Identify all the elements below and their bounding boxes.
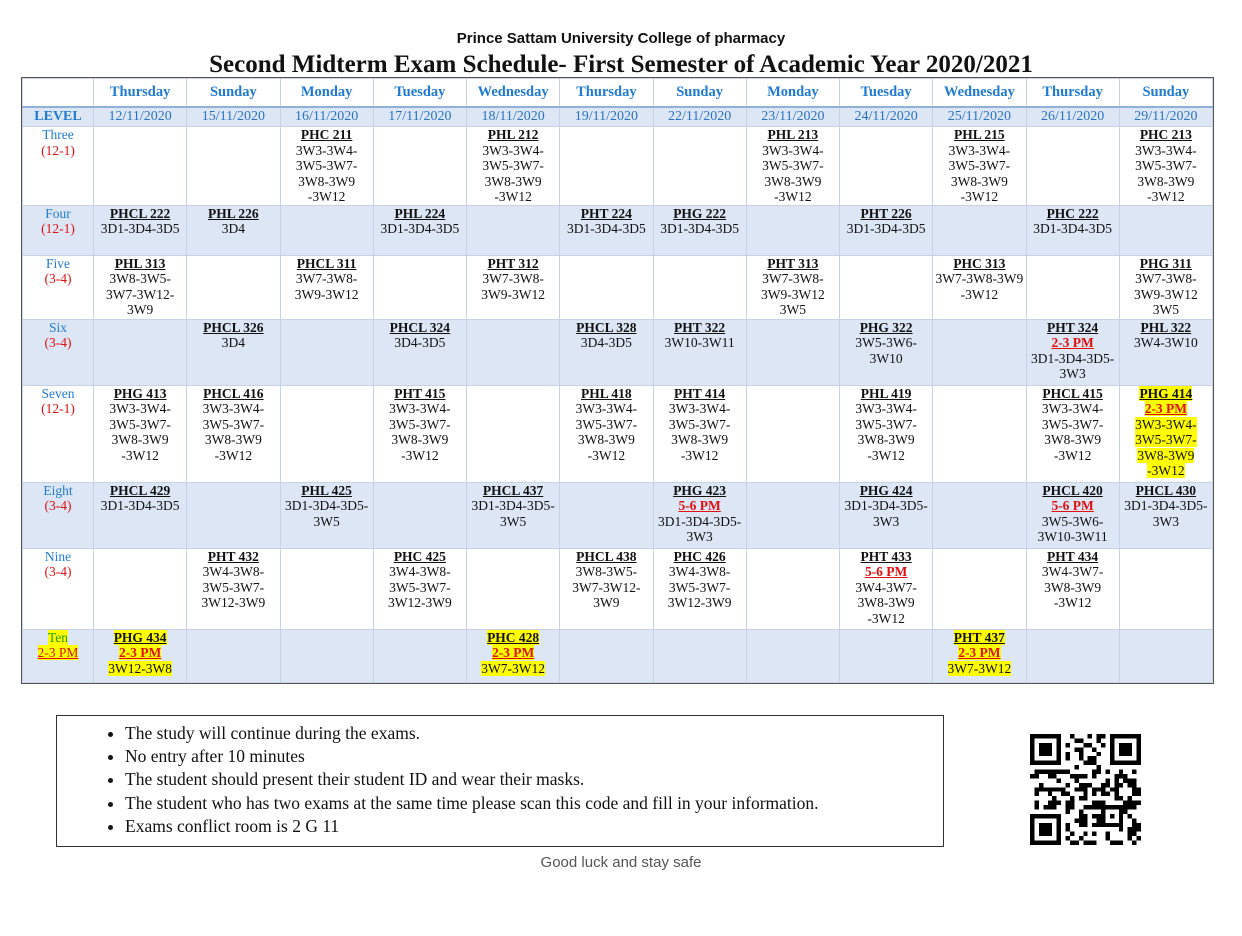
exam-time: 5-6 PM	[678, 498, 721, 513]
student-groups: 3W3-3W4-3W5-3W7-3W8-3W9 -3W12	[668, 401, 731, 463]
exam-cell	[1026, 482, 1119, 548]
student-groups: 3W3-3W4-3W5-3W7-3W8-3W9 -3W12	[855, 401, 917, 463]
level-time: (12-1)	[41, 401, 75, 416]
exam-cell	[1119, 127, 1212, 206]
course-code: PHC 213	[1139, 127, 1192, 142]
exam-time: 5-6 PM	[864, 564, 908, 579]
course-code: PHCL 420	[1042, 482, 1103, 498]
student-groups: 3D4-3D5	[580, 335, 632, 350]
note-item: • No entry after 10 minutes	[125, 745, 943, 768]
student-groups: 3D1-3D4-3D5	[380, 221, 460, 236]
empty-cell	[933, 482, 1026, 548]
student-groups: 3W7-3W12	[481, 660, 545, 676]
exam-cell	[373, 385, 466, 482]
student-groups: 3D1-3D4-3D5-3W5	[285, 498, 369, 529]
course-code: PHL 212	[487, 127, 539, 142]
exam-cell	[94, 629, 187, 682]
level-name: Seven	[41, 385, 75, 401]
empty-cell	[653, 255, 746, 319]
course-code: PHG 423	[673, 482, 727, 498]
student-groups: 3D1-3D4-3D5	[100, 498, 180, 513]
date-header: 29/11/2020	[1119, 107, 1212, 127]
empty-cell	[933, 548, 1026, 629]
level-time: (3-4)	[44, 271, 72, 286]
level-row	[23, 205, 1213, 255]
student-groups: 3W4-3W8-3W5-3W7-3W12-3W9	[667, 564, 732, 610]
level-time: 2-3 PM	[37, 645, 79, 660]
course-code: PHL 425	[301, 482, 352, 498]
page-title: Second Midterm Exam Schedule- First Semester of Academic Year 2020/2021	[209, 51, 1033, 78]
exam-cell	[187, 319, 280, 385]
course-code: PHC 426	[673, 548, 726, 564]
day-header: Thursday	[560, 79, 653, 108]
date-header: 22/11/2020	[653, 107, 746, 127]
empty-cell	[1119, 205, 1212, 255]
exam-cell	[560, 319, 653, 385]
student-groups: 3D1-3D4-3D5-3W3	[658, 513, 742, 544]
day-header: Wednesday	[467, 79, 560, 108]
exam-cell	[653, 548, 746, 629]
level-time: (3-4)	[44, 498, 72, 513]
student-groups: 3W3-3W4-3W5-3W7-3W8-3W9 -3W12	[1041, 401, 1104, 463]
level-cell	[23, 629, 94, 682]
exam-cell	[840, 319, 933, 385]
student-groups: 3D4	[221, 335, 245, 350]
course-code: PHL 322	[1140, 319, 1192, 335]
level-row	[23, 127, 1213, 206]
level-name: Nine	[44, 548, 72, 564]
level-name: Five	[45, 255, 70, 271]
student-groups: 3W4-3W8-3W5-3W7-3W12-3W9	[201, 564, 266, 610]
note-item: • Exams conflict room is 2 G 11	[125, 815, 943, 838]
course-code: PHCL 415	[1042, 385, 1103, 401]
course-code: PHC 211	[300, 127, 353, 142]
empty-cell	[933, 319, 1026, 385]
exam-cell	[373, 205, 466, 255]
student-groups: 3W7-3W8-3W9 -3W12	[935, 271, 1024, 302]
student-groups: 3W3-3W4-3W5-3W7-3W8-3W9 -3W12	[762, 142, 824, 204]
student-groups: 3W3-3W4-3W5-3W7-3W8-3W9 -3W12	[948, 142, 1011, 204]
course-code: PHG 222	[673, 205, 727, 221]
level-cell	[23, 319, 94, 385]
empty-cell	[280, 205, 373, 255]
notes-list	[57, 722, 943, 838]
exam-cell	[840, 205, 933, 255]
student-groups: 3W12-3W8	[108, 660, 172, 676]
empty-cell	[187, 127, 280, 206]
empty-cell	[933, 205, 1026, 255]
exam-cell	[1119, 255, 1212, 319]
course-code: PHL 313	[114, 255, 166, 271]
note-item: • The student should present their student ID and wear their masks.	[125, 768, 943, 791]
empty-cell	[94, 127, 187, 206]
course-code: PHG 434	[113, 629, 167, 645]
level-time: (3-4)	[44, 335, 72, 350]
student-groups: 3D1-3D4-3D5-3W3	[1031, 350, 1115, 381]
course-code: PHG 311	[1139, 255, 1192, 271]
empty-cell	[560, 255, 653, 319]
empty-cell	[280, 548, 373, 629]
course-code: PHCL 429	[109, 482, 171, 498]
exam-cell	[653, 482, 746, 548]
day-header: Thursday	[94, 79, 187, 108]
course-code: PHL 419	[860, 385, 912, 401]
course-code: PHG 424	[859, 482, 913, 498]
student-groups: 3W7-3W12	[947, 660, 1012, 676]
student-groups: 3W8-3W5-3W7-3W12-3W9	[572, 564, 641, 610]
course-code: PHG 413	[113, 385, 167, 401]
course-code: PHCL 416	[203, 385, 264, 401]
empty-cell	[280, 319, 373, 385]
day-header-row	[23, 79, 1213, 108]
course-code: PHL 418	[581, 385, 632, 401]
student-groups: 3D4-3D5	[394, 335, 446, 350]
exam-time: 2-3 PM	[491, 645, 535, 660]
student-groups: 3W8-3W5-3W7-3W12-3W9	[106, 271, 175, 317]
course-code: PHC 313	[953, 255, 1006, 271]
exam-cell	[280, 482, 373, 548]
level-row	[23, 629, 1213, 682]
exam-cell	[94, 482, 187, 548]
empty-cell	[94, 548, 187, 629]
exam-cell	[840, 548, 933, 629]
level-name: Eight	[43, 482, 73, 498]
course-code: PHCL 438	[576, 548, 637, 564]
course-code: PHC 428	[487, 629, 540, 645]
day-header: Tuesday	[373, 79, 466, 108]
exam-cell	[560, 385, 653, 482]
course-code: PHL 213	[767, 127, 819, 142]
exam-cell	[1119, 319, 1212, 385]
student-groups: 3W3-3W4-3W5-3W7-3W8-3W9 -3W12	[575, 401, 638, 463]
student-groups: 3D1-3D4-3D5-3W5	[471, 498, 555, 529]
course-code: PHT 226	[860, 205, 912, 221]
empty-cell	[560, 127, 653, 206]
student-groups: 3D1-3D4-3D5	[846, 221, 926, 236]
level-time: (12-1)	[41, 221, 75, 236]
course-code: PHCL 430	[1135, 482, 1197, 498]
student-groups: 3W3-3W4-3W5-3W7-3W8-3W9 -3W12	[1135, 416, 1197, 478]
student-groups: 3D1-3D4-3D5-3W3	[844, 498, 928, 529]
note-item: • The study will continue during the exams.	[125, 722, 943, 745]
exam-cell	[560, 205, 653, 255]
level-row	[23, 255, 1213, 319]
empty-cell	[187, 629, 280, 682]
day-header: Wednesday	[933, 79, 1026, 108]
exam-cell	[94, 255, 187, 319]
student-groups: 3D1-3D4-3D5	[567, 221, 646, 236]
course-code: PHT 312	[487, 255, 539, 271]
course-code: PHT 324	[1047, 319, 1099, 335]
date-header: 17/11/2020	[373, 107, 466, 127]
student-groups: 3W7-3W8-3W9-3W12	[294, 271, 359, 302]
empty-cell	[1119, 548, 1212, 629]
empty-cell	[373, 127, 466, 206]
course-code: PHT 313	[767, 255, 819, 271]
exam-cell	[373, 548, 466, 629]
empty-cell	[746, 319, 839, 385]
course-code: PHCL 437	[482, 482, 544, 498]
course-code: PHL 226	[208, 205, 259, 221]
corner-cell	[23, 79, 94, 108]
course-code: PHCL 311	[296, 255, 357, 271]
exam-time: 5-6 PM	[1051, 498, 1094, 513]
footer-text: Good luck and stay safe	[540, 854, 702, 871]
course-code: PHC 222	[1046, 205, 1099, 221]
course-code: PHCL 326	[203, 319, 264, 335]
course-code: PHT 433	[860, 548, 912, 564]
empty-cell	[467, 385, 560, 482]
qr-code-icon[interactable]	[1030, 734, 1141, 845]
student-groups: 3D1-3D4-3D5	[1033, 221, 1112, 236]
exam-cell	[933, 127, 1026, 206]
empty-cell	[280, 629, 373, 682]
exam-cell	[653, 205, 746, 255]
student-groups: 3W3-3W4-3W5-3W7-3W8-3W9 -3W12	[389, 401, 451, 463]
level-cell	[23, 385, 94, 482]
course-code: PHL 215	[954, 127, 1005, 142]
level-name: Six	[48, 319, 67, 335]
student-groups: 3W3-3W4-3W5-3W7-3W8-3W9 -3W12	[109, 401, 171, 463]
empty-cell	[653, 127, 746, 206]
exam-cell	[280, 255, 373, 319]
student-groups: 3W4-3W10	[1134, 335, 1198, 350]
exam-cell	[840, 482, 933, 548]
course-code: PHG 414	[1139, 385, 1193, 401]
course-code: PHT 415	[394, 385, 446, 401]
empty-cell	[1026, 629, 1119, 682]
day-header: Monday	[746, 79, 839, 108]
institution-name: Prince Sattam University College of pharmacy	[456, 30, 786, 47]
course-code: PHT 434	[1047, 548, 1099, 564]
student-groups: 3W5-3W6-3W10-3W11	[1037, 513, 1108, 544]
exam-cell	[653, 385, 746, 482]
empty-cell	[746, 385, 839, 482]
empty-cell	[1119, 629, 1212, 682]
empty-cell	[94, 319, 187, 385]
student-groups: 3W7-3W8-3W9-3W12 3W5	[761, 271, 825, 317]
date-header: 12/11/2020	[94, 107, 187, 127]
exam-cell	[1026, 385, 1119, 482]
student-groups: 3W3-3W4-3W5-3W7-3W8-3W9 -3W12	[202, 401, 265, 463]
empty-cell	[187, 255, 280, 319]
course-code: PHCL 328	[576, 319, 637, 335]
student-groups: 3W7-3W8-3W9-3W12	[481, 271, 545, 302]
empty-cell	[933, 385, 1026, 482]
student-groups: 3W7-3W8-3W9-3W12 3W5	[1134, 271, 1198, 317]
day-header: Thursday	[1026, 79, 1119, 108]
date-header: 15/11/2020	[187, 107, 280, 127]
day-header: Monday	[280, 79, 373, 108]
exam-cell	[280, 127, 373, 206]
exam-cell	[933, 255, 1026, 319]
day-header: Sunday	[187, 79, 280, 108]
course-code: PHT 224	[580, 205, 632, 221]
exam-time: 2-3 PM	[1051, 335, 1094, 350]
level-header: LEVEL	[23, 107, 94, 127]
empty-cell	[746, 629, 839, 682]
exam-cell	[1026, 319, 1119, 385]
course-code: PHC 425	[393, 548, 446, 564]
empty-cell	[373, 629, 466, 682]
course-code: PHT 322	[674, 319, 726, 335]
level-cell	[23, 548, 94, 629]
student-groups: 3W4-3W7-3W8-3W9 -3W12	[1041, 564, 1104, 610]
empty-cell	[746, 205, 839, 255]
exam-cell	[94, 205, 187, 255]
student-groups: 3D1-3D4-3D5-3W3	[1124, 498, 1208, 529]
exam-cell	[1026, 548, 1119, 629]
exam-cell	[467, 629, 560, 682]
date-header: 26/11/2020	[1026, 107, 1119, 127]
course-code: PHT 437	[953, 629, 1005, 645]
empty-cell	[373, 482, 466, 548]
empty-cell	[746, 482, 839, 548]
exam-cell	[187, 385, 280, 482]
student-groups: 3W3-3W4-3W5-3W7-3W8-3W9 -3W12	[482, 142, 544, 204]
empty-cell	[187, 482, 280, 548]
exam-time: 2-3 PM	[1144, 401, 1188, 416]
level-cell	[23, 127, 94, 206]
empty-cell	[746, 548, 839, 629]
day-header: Sunday	[653, 79, 746, 108]
level-cell	[23, 205, 94, 255]
empty-cell	[1026, 255, 1119, 319]
exam-cell	[746, 127, 839, 206]
empty-cell	[373, 255, 466, 319]
level-row	[23, 482, 1213, 548]
exam-cell	[1119, 385, 1212, 482]
course-code: PHCL 222	[109, 205, 171, 221]
level-cell	[23, 255, 94, 319]
exam-cell	[187, 205, 280, 255]
empty-cell	[280, 385, 373, 482]
level-row	[23, 385, 1213, 482]
empty-cell	[467, 548, 560, 629]
student-groups: 3D1-3D4-3D5	[660, 221, 739, 236]
student-groups: 3W4-3W7-3W8-3W9 -3W12	[855, 579, 917, 626]
exam-cell	[467, 482, 560, 548]
exam-cell	[467, 127, 560, 206]
student-groups: 3W3-3W4-3W5-3W7-3W8-3W9 -3W12	[295, 142, 358, 204]
empty-cell	[840, 127, 933, 206]
date-header: 23/11/2020	[746, 107, 839, 127]
student-groups: 3D4	[221, 221, 245, 236]
course-code: PHT 432	[207, 548, 259, 564]
exam-cell	[1026, 205, 1119, 255]
level-row	[23, 319, 1213, 385]
level-time: (12-1)	[41, 142, 75, 158]
exam-cell	[187, 548, 280, 629]
empty-cell	[560, 629, 653, 682]
level-row	[23, 548, 1213, 629]
exam-cell	[373, 319, 466, 385]
exam-schedule-table	[22, 78, 1213, 683]
date-header: 19/11/2020	[560, 107, 653, 127]
level-cell	[23, 482, 94, 548]
empty-cell	[840, 255, 933, 319]
exam-cell	[840, 385, 933, 482]
course-code: PHCL 324	[389, 319, 451, 335]
student-groups: 3W5-3W6-3W10	[855, 335, 917, 366]
exam-cell	[746, 255, 839, 319]
date-header: 18/11/2020	[467, 107, 560, 127]
date-header-row	[23, 107, 1213, 127]
exam-cell	[560, 548, 653, 629]
level-name: Three	[42, 127, 74, 142]
date-header: 16/11/2020	[280, 107, 373, 127]
day-header: Sunday	[1119, 79, 1212, 108]
course-code: PHG 322	[859, 319, 913, 335]
exam-cell	[933, 629, 1026, 682]
exam-time: 2-3 PM	[958, 645, 1001, 660]
notes-box	[56, 715, 944, 847]
student-groups: 3W10-3W11	[664, 335, 735, 350]
empty-cell	[653, 629, 746, 682]
course-code: PHL 224	[394, 205, 446, 221]
exam-cell	[653, 319, 746, 385]
course-code: PHT 414	[674, 385, 726, 401]
empty-cell	[560, 482, 653, 548]
day-header: Tuesday	[840, 79, 933, 108]
empty-cell	[840, 629, 933, 682]
note-item: • The student who has two exams at the same time please scan this code and fill in your information.	[125, 792, 943, 815]
student-groups: 3D1-3D4-3D5	[100, 221, 180, 236]
student-groups: 3W4-3W8-3W5-3W7-3W12-3W9	[388, 564, 452, 610]
empty-cell	[467, 205, 560, 255]
schedule-body	[23, 127, 1213, 683]
empty-cell	[467, 319, 560, 385]
level-name: Four	[45, 205, 71, 221]
exam-time: 2-3 PM	[118, 645, 162, 660]
student-groups: 3W3-3W4-3W5-3W7-3W8-3W9 -3W12	[1135, 142, 1197, 204]
exam-cell	[94, 385, 187, 482]
level-time: (3-4)	[44, 564, 72, 579]
level-name: Ten	[47, 629, 69, 645]
empty-cell	[1026, 127, 1119, 206]
date-header: 24/11/2020	[840, 107, 933, 127]
exam-cell	[467, 255, 560, 319]
exam-cell	[1119, 482, 1212, 548]
date-header: 25/11/2020	[933, 107, 1026, 127]
